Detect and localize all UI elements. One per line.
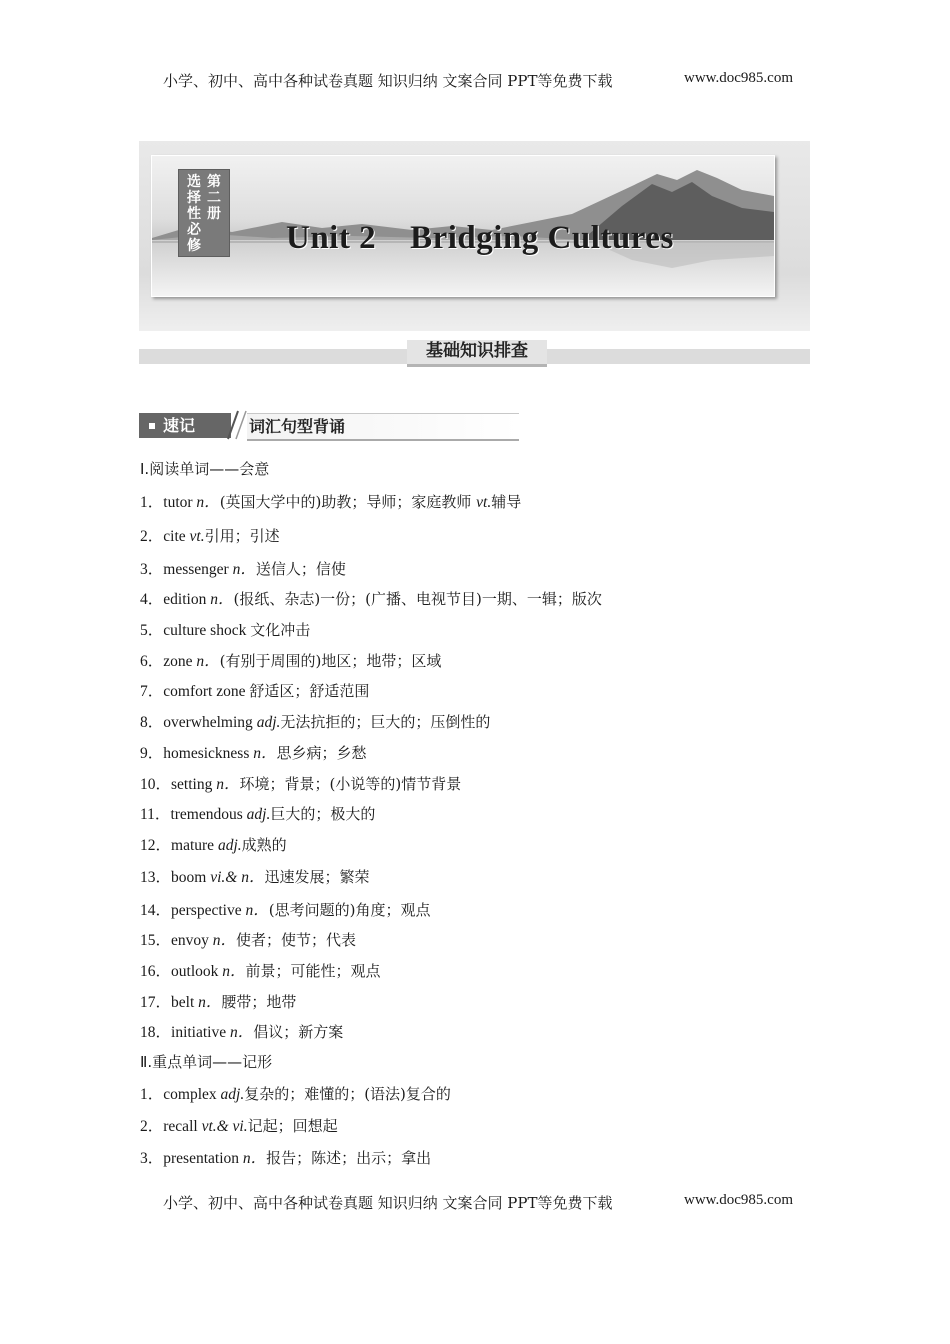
- list-item: 6．zone n．(有别于周围的)地区；地带；区域: [140, 652, 442, 670]
- section-heading-key-words: Ⅱ.重点单词——记形: [140, 1053, 273, 1071]
- volume-tag-col1: 选择性必修: [187, 174, 201, 254]
- list-item: 12．mature adj.成熟的: [140, 836, 287, 854]
- page-footer: [163, 1192, 793, 1213]
- list-item: 16．outlook n．前景；可能性；观点: [140, 962, 381, 980]
- square-bullet-icon: [149, 423, 155, 429]
- list-item: 2．recall vt.& vi.记起；回想起: [140, 1117, 338, 1135]
- list-item: 3．presentation n．报告；陈述；出示；拿出: [140, 1149, 432, 1167]
- list-item: 9．homesickness n．思乡病；乡愁: [140, 744, 367, 762]
- list-item: 2．cite vt.引用；引述: [140, 527, 280, 545]
- list-item: 17．belt n．腰带；地带: [140, 993, 297, 1011]
- list-item: 5．culture shock 文化冲击: [140, 621, 311, 639]
- unit-banner: [139, 141, 810, 331]
- speed-memory-title-text: 词汇句型背诵: [249, 417, 346, 436]
- list-item: 13．boom vi.& n．迅速发展；繁荣: [140, 868, 370, 886]
- list-item: 11．tremendous adj.巨大的；极大的: [140, 805, 376, 823]
- list-item: 7．comfort zone 舒适区；舒适范围: [140, 682, 370, 700]
- speed-memory-tag: [139, 413, 231, 438]
- list-item: 18．initiative n．倡议；新方案: [140, 1023, 344, 1041]
- speed-memory-title: [247, 413, 519, 441]
- list-item: 1．tutor n．(英国大学中的)助教；导师；家庭教师 vt.辅导: [140, 493, 522, 511]
- header-text: 小学、初中、高中各种试卷真题 知识归纳 文案合同 PPT等免费下载: [163, 72, 613, 90]
- list-item: 14．perspective n．(思考问题的)角度；观点: [140, 901, 431, 919]
- double-slash-divider-icon: [226, 409, 248, 441]
- footer-text: 小学、初中、高中各种试卷真题 知识归纳 文案合同 PPT等免费下载: [163, 1194, 613, 1212]
- list-item: 4．edition n．(报纸、杂志)一份；(广播、电视节目)一期、一辑；版次: [140, 590, 602, 608]
- footer-url: www.doc985.com: [683, 1192, 793, 1208]
- textbook-volume-tag: [178, 169, 230, 257]
- list-item: 10．setting n．环境；背景；(小说等的)情节背景: [140, 775, 462, 793]
- banner-photo-frame: [151, 155, 775, 297]
- list-item: 8．overwhelming adj.无法抗拒的；巨大的；压倒性的: [140, 713, 491, 731]
- unit-title: [286, 220, 674, 257]
- list-item: 3．messenger n．送信人；信使: [140, 560, 346, 578]
- list-item: 15．envoy n．使者；使节；代表: [140, 931, 357, 949]
- header-url: www.doc985.com: [683, 70, 793, 86]
- list-item: 1．complex adj.复杂的；难懂的；(语法)复合的: [140, 1085, 451, 1103]
- unit-name: Bridging Cultures: [410, 220, 674, 256]
- section-heading-reading: Ⅰ.阅读单词——会意: [140, 460, 270, 478]
- section-title: 基础知识排查: [407, 340, 547, 367]
- page-header: [163, 70, 793, 91]
- speed-memory-label: 速记: [163, 416, 196, 435]
- volume-tag-col2: 第二册: [207, 174, 221, 222]
- unit-label: Unit 2: [286, 220, 377, 256]
